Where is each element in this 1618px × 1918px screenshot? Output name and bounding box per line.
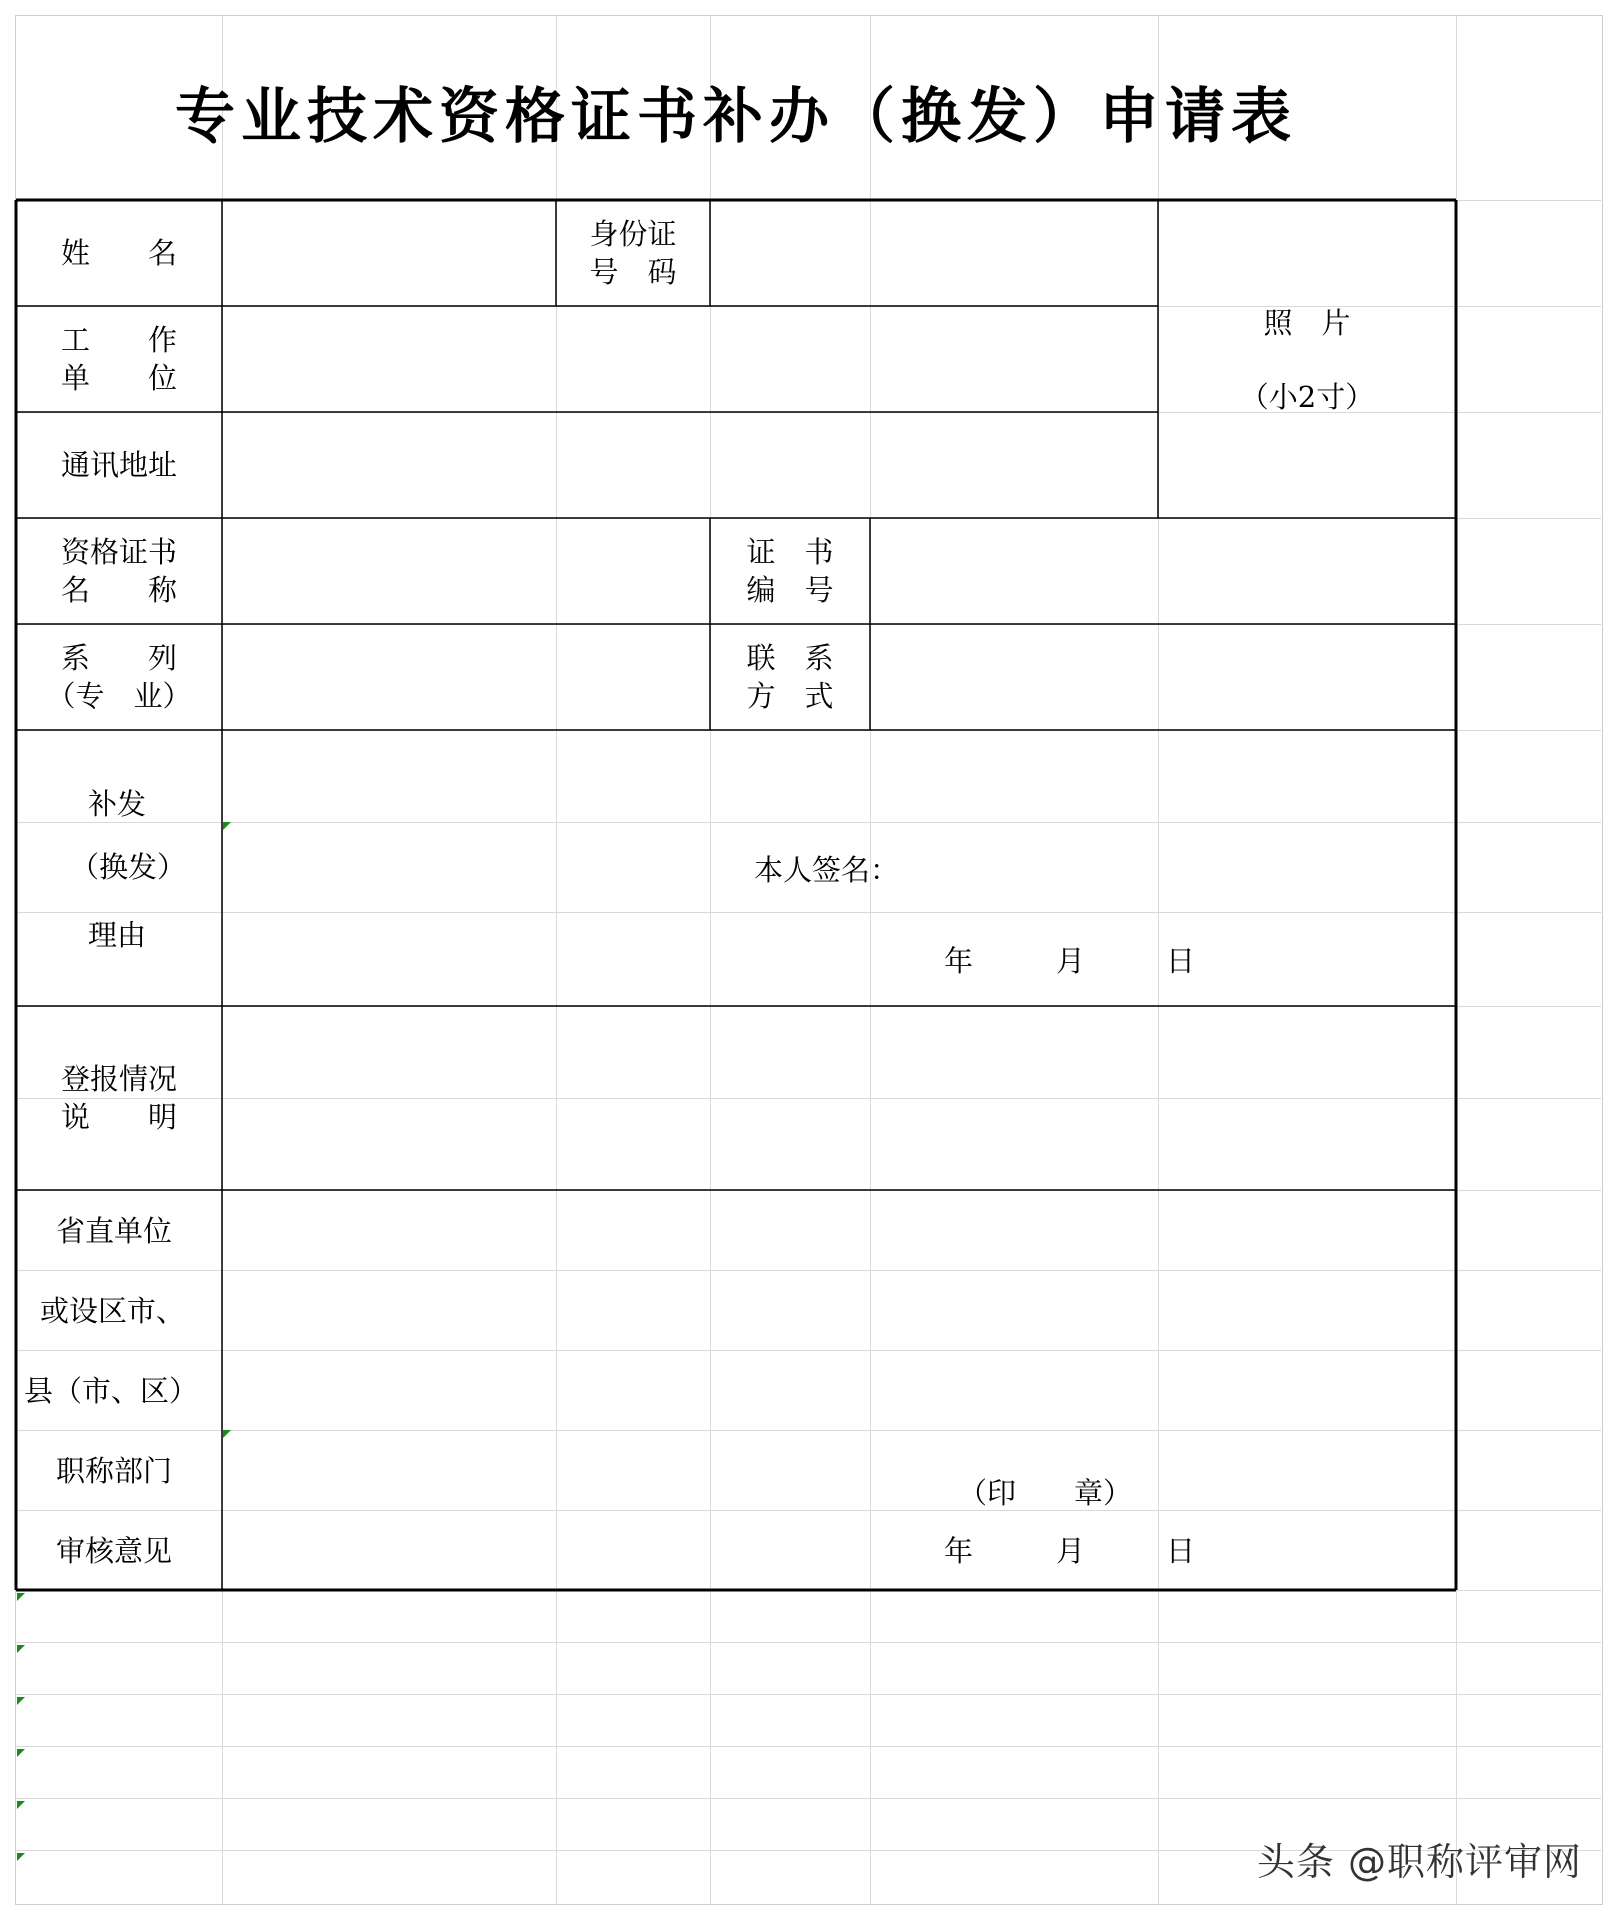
name-field[interactable] [222,200,556,306]
form-title: 专业技术资格证书补办（换发）申请表 [175,82,1297,152]
reason-date-year: 年 [944,944,974,978]
label-contact-line1: 联 系 [746,641,834,675]
report-field[interactable] [222,1006,1456,1190]
cell-marker [17,1593,25,1601]
label-cert-name-line1: 资格证书 [60,535,177,569]
label-contact-line2: 方 式 [746,679,834,713]
label-contact [710,624,870,730]
label-id-number-line1: 身份证 [589,217,677,251]
employer-field[interactable] [222,306,1158,412]
label-series-line1: 系 列 [60,641,177,675]
signature-field[interactable] [900,822,1456,912]
label-address-text: 通讯地址 [60,448,177,482]
photo-size-label: （小2寸） [1239,380,1375,414]
label-report [16,1006,222,1190]
label-dept-line1: 省直单位 [56,1214,173,1248]
cell-marker [17,1645,25,1653]
cell-marker [17,1853,25,1861]
label-report-line2: 说 明 [60,1100,177,1134]
series-field[interactable] [222,624,710,730]
label-name-text: 姓 名 [60,236,177,270]
opinion-date-day: 日 [1166,1534,1196,1568]
opinion-field[interactable] [222,1190,1456,1470]
reason-date-day: 日 [1166,944,1196,978]
watermark: 头条 @职称评审网 [1256,1840,1582,1884]
cell-marker [17,1697,25,1705]
id-number-field[interactable] [710,200,1158,306]
label-employer-line2: 单 位 [60,361,177,395]
label-cert-no-line2: 编 号 [746,573,834,607]
label-employer-line1: 工 作 [60,323,177,357]
label-employer [16,306,222,412]
reason-date-month: 月 [1056,944,1086,978]
label-dept-line3: 县（市、区） [24,1374,199,1408]
reason-field[interactable] [222,730,1456,820]
opinion-date-month: 月 [1056,1534,1086,1568]
cell-marker [223,1430,231,1438]
label-cert-name [16,518,222,624]
label-series-line2: （专 业） [46,679,192,713]
label-series [16,624,222,730]
label-dept-line2: 或设区市、 [40,1294,186,1328]
cert-no-field[interactable] [870,518,1456,624]
seal-label: （印 章） [958,1476,1133,1510]
label-name [16,200,222,306]
label-dept-line4: 职称部门 [56,1454,173,1488]
opinion-date-year: 年 [944,1534,974,1568]
cell-marker [17,1749,25,1757]
label-reason-line2: （换发） [70,850,187,884]
photo-box[interactable] [1158,200,1456,518]
cert-name-field[interactable] [222,518,710,624]
signature-label: 本人签名： [754,853,900,887]
label-reason-line3: 理由 [88,918,147,952]
contact-field[interactable] [870,624,1456,730]
label-report-line1: 登报情况 [60,1062,177,1096]
label-reason-line1: 补发 [88,787,147,821]
label-id-number-line2: 号 码 [589,255,677,289]
label-dept-line5: 审核意见 [56,1534,173,1568]
label-cert-no [710,518,870,624]
cell-marker [17,1801,25,1809]
photo-label: 照 片 [1263,306,1351,340]
address-field[interactable] [222,412,1158,518]
label-address [16,412,222,518]
label-cert-no-line1: 证 书 [746,535,834,569]
label-id-number [556,200,710,306]
label-cert-name-line2: 名 称 [60,573,177,607]
cell-marker [223,822,231,830]
